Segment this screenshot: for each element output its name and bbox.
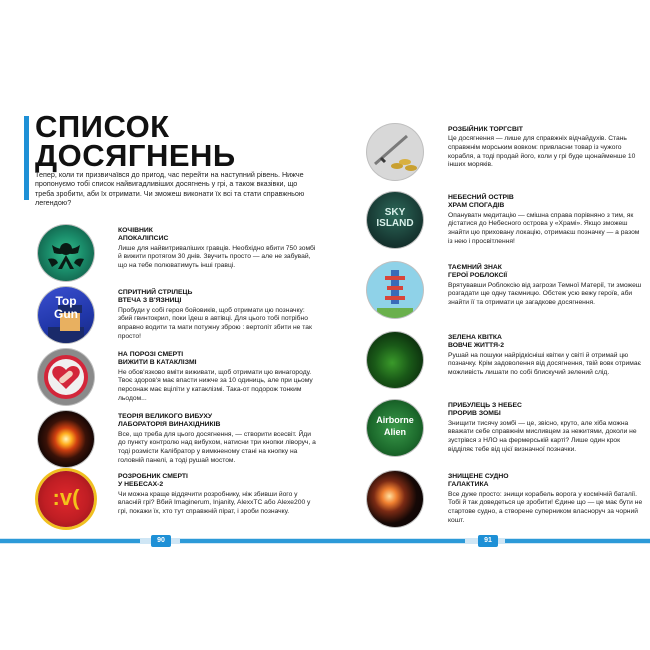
title-line-2: ДОСЯГНЕНЬ [35, 138, 236, 173]
entry-text [448, 126, 644, 170]
title-accent-bar [24, 116, 29, 200]
entry-description: Опануватн медитацію — смішна справа порівняно з тим, як дістатися до Небесного острова у «Храмі». Якщо зможеш знайти цю приховану локацію, отримаєш позначку — а разом із нею і просвітлення! [448, 211, 640, 245]
entry-title [448, 194, 644, 211]
entry-game: ВОВЧЕ ЖИТТЯ-2 [448, 342, 505, 350]
sword-coins-icon [367, 124, 423, 180]
entry-text [448, 473, 644, 525]
entry-text [118, 473, 318, 517]
nomad-icon [38, 225, 94, 281]
badge-text: :v( [52, 485, 80, 510]
entry-name: КОЧІВНИК [118, 227, 153, 234]
tower-icon [367, 262, 423, 318]
entry-title [118, 473, 318, 490]
page-title [35, 109, 236, 173]
entry-description: Не обов'язково вміти виживати, щоб отримати цю винагороду. Твоє здоров'я має впасти нижче за 10 одиниць, але при цьому персонаж має вціліти у катаклізмі. Така-от подорож тонким льодом... [118, 368, 313, 402]
entry-game: ГАЛАКТИКА [448, 481, 489, 489]
entry-game: У НЕБЕСАХ-2 [118, 481, 164, 489]
badge-text-top: Airborne [376, 415, 414, 425]
sky-island-icon [367, 192, 423, 248]
entry-name: ЗНИЩЕНЕ СУДНО [448, 473, 509, 480]
explosion-icon [367, 471, 423, 527]
entry-description: Чи можна краще віддячити розробнику, ніж збивши його у власній грі? Вбий Imaginerum, Injanity, AlexxTC або Alexe200 у грі, покажи їх, хто тут справжній пірат, і зроби позначку. [118, 490, 311, 515]
badge-text-bottom: Gun [54, 307, 78, 321]
entry-game: ВТЕЧА З В'ЯЗНИЦІ [118, 297, 182, 305]
emoticon-icon [38, 471, 94, 527]
entry-game: ВИЖИТИ В КАТАКЛІЗМІ [118, 359, 197, 367]
entry-title [118, 413, 318, 430]
entry-title [448, 402, 644, 419]
entry-name: НА ПОРОЗІ СМЕРТІ [118, 351, 184, 358]
entry-description: Врятувавши Роблоксію від загрози Темної Матерії, ти зможеш розгадати ще одну таємницю. Обстеж усю вежу героїв, аби знайти її та отримати це загадкове досягнення. [448, 281, 642, 306]
entry-text [448, 194, 644, 246]
entry-name: РОЗБІЙНИК ТОРГСВІТ [448, 126, 523, 133]
entry-description: Все дуже просто: знищи корабель ворога у космічній баталії. Тобі й так доведеться це зробити! Єдине що — це має бути не стартове судно, а створене суперником власноруч за чорний кошт. [448, 490, 643, 524]
entry-name: ТАЄМНИЙ ЗНАК [448, 264, 502, 271]
big-bang-icon [38, 411, 94, 467]
entry-game: ХРАМ СПОГАДІВ [448, 202, 505, 210]
entry-text [118, 227, 318, 271]
entry-text [118, 351, 318, 403]
top-gun-icon [38, 287, 94, 343]
entry-name: СПРИТНИЙ СТРІЛЕЦЬ [118, 289, 193, 296]
entry-name: ЗЕЛЕНА КВІТКА [448, 334, 502, 341]
footer-accent-right [325, 539, 465, 543]
heart-bandage-icon [38, 349, 94, 405]
entry-text [118, 289, 318, 341]
green-sparkle-icon [367, 332, 423, 388]
entry-name: НЕБЕСНИЙ ОСТРІВ [448, 194, 514, 201]
entry-title [448, 126, 644, 134]
badge-text-bottom: ISLAND [376, 218, 414, 229]
entry-description: Все, що треба для цього досягнення, — створити всесвіт. Йди до пункту контролю над вибухом, натисни три кнопки ліворуч, а тоді розмісти Калібратор у вимкненому стані на кнопку на головній панелі, а тоді рушай мостом. [118, 430, 316, 464]
entry-title [448, 264, 644, 281]
entry-text [448, 334, 644, 378]
entry-title [448, 334, 644, 351]
page-number-left: 90 [151, 535, 171, 547]
intro-text: Тепер, коли ти призвичаївся до пригод, час перейти на наступний рівень. Нижче пропонуємо тобі список найвигадливіших досягнень у грі, а також вказівки, що треба зробити, аби їх отримати. Чи зможеш виконати їх всі та стати справжньою легендою? [35, 170, 305, 208]
badge-text-top: Top [55, 294, 77, 308]
right-page [325, 0, 650, 650]
footer-accent-left [0, 539, 140, 543]
entry-text [448, 264, 644, 308]
page-number-right: 91 [478, 535, 498, 547]
entry-description: Це досягнення — лише для справжніх відчайдухів. Стань справжнім морським вовком: привласни товар із чужого корабля, а тоді продай його, коли у грі буде щонайменше 10 інших моряків. [448, 135, 636, 169]
entry-text [118, 413, 318, 465]
airborne-alien-icon [367, 400, 423, 456]
entry-description: Рушай на пошуки найрідкісніші квітки у світі й отримай цю позначку. Крім задоволення від досягнення, твій вовк отримає можливість лишати по собі блискучий зелений слід. [448, 351, 641, 376]
entry-game: ПРОРИВ ЗОМБІ [448, 410, 501, 418]
badge-text-top: SKY [384, 207, 406, 218]
entry-title [118, 227, 318, 244]
entry-title [448, 473, 644, 490]
entry-game: ГЕРОЇ РОБЛОКСІЇ [448, 272, 508, 280]
title-line-1: СПИСОК [35, 109, 170, 144]
badge-text-bottom: Alien [383, 427, 406, 437]
entry-description: Лише для найвитриваліших гравців. Необхідно вбити 750 зомбі й вижити протягом 30 днів. Звучить просто — але не забувай, що на тебе полюватимуть інші гравці. [118, 244, 316, 269]
footer-accent-right-2 [505, 539, 650, 543]
entry-name: ПРИБУЛЕЦЬ З НЕБЕС [448, 402, 522, 409]
entry-name: ТЕОРІЯ ВЕЛИКОГО ВИБУХУ [118, 413, 213, 420]
entry-title [118, 289, 318, 306]
entry-name: РОЗРОБНИК СМЕРТІ [118, 473, 188, 480]
entry-title [118, 351, 318, 368]
entry-text [448, 402, 644, 454]
entry-description: Пробуди у собі героя бойовиків, щоб отримати цю позначку: збий гвинтокрил, поки їдеш в автівці. Для цього тобі потрібно вправно водити та мати потужну зброю : вертоліт збити не так просто! [118, 306, 312, 340]
entry-description: Знищити тисячу зомбі — це, звісно, круто, але хіба можна вважати себе справжнім мисливцем за нежитями, доколи не зустрівся з НЛО на фермерській карті? Лише один крок відділяє тебе від цієї визначної позначки. [448, 419, 637, 453]
entry-game: ЛАБОРАТОРІЯ ВИНАХІДНИКІВ [118, 421, 221, 429]
footer-accent-left-2 [180, 539, 325, 543]
entry-game: АПОКАЛІПСИС [118, 235, 169, 243]
